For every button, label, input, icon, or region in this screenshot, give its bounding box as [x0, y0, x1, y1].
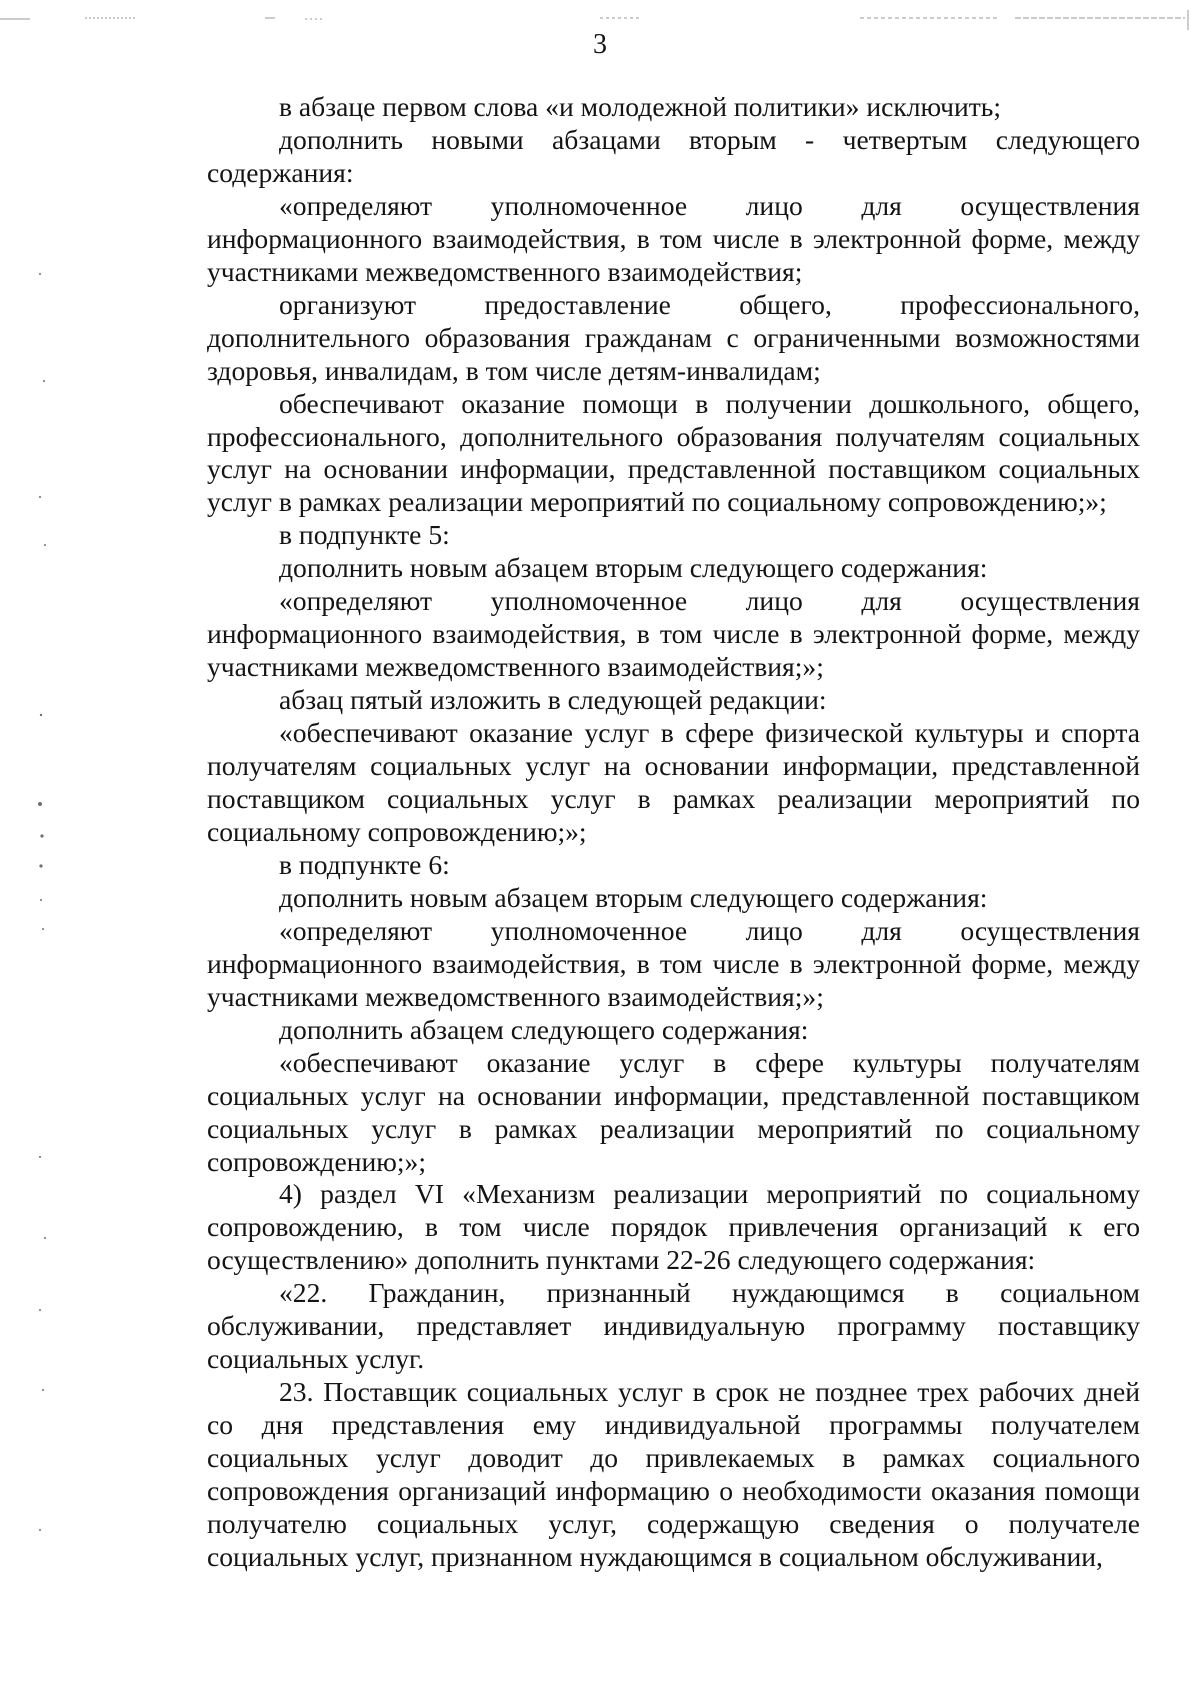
document-body — [207, 91, 1140, 1574]
paragraph: организуют предоставление общего, профессионального, дополнительного образования гражданам с ограниченными возможностями здоровья, инвалидам, в том числе детям-инвалидам; — [207, 288, 1140, 386]
paragraph: обеспечивают оказание помощи в получении дошкольного, общего, профессионального, дополнительного образования получателям социальных услуг на основании информации, представленной поставщиком социальных услуг в рамках реализации мероприятий по социальному сопровождению;»; — [207, 387, 1140, 518]
paragraph: дополнить абзацем следующего содержания: — [279, 1013, 809, 1045]
paragraph: в подпункте 5: — [279, 519, 450, 551]
margin-specks — [0, 0, 80, 1698]
paragraph: 4) раздел VI «Механизм реализации мероприятий по социальному сопровождению, в том числе порядок привлечения организаций к его осуществлению» дополнить пунктами 22-26 следующего содержания: — [207, 1178, 1140, 1276]
paragraph: «определяют уполномоченное лицо для осуществления информационного взаимодействия, в том числе в электронной форме, между участниками межведомственного взаимодействия;»; — [207, 585, 1140, 683]
paragraph: дополнить новым абзацем вторым следующего содержания: — [279, 881, 988, 913]
paragraph: дополнить новыми абзацами вторым - четвертым следующего содержания: — [207, 123, 1140, 188]
scan-edge-artifacts — [0, 0, 1200, 30]
paragraph: «обеспечивают оказание услуг в сфере культуры получателям социальных услуг на основании информации, представленной поставщиком социальных услуг в рамках реализации мероприятий по социальному сопровождению;»; — [207, 1046, 1140, 1177]
paragraph: в абзаце первом слова «и молодежной политики» исключить; — [279, 91, 1002, 122]
paragraph: «определяют уполномоченное лицо для осуществления информационного взаимодействия, в том числе в электронной форме, между участниками межведомственного взаимодействия; — [207, 189, 1140, 287]
paragraph: «22. Гражданин, признанный нуждающимся в социальном обслуживании, представляет индивидуальную программу поставщику социальных услуг. — [207, 1277, 1140, 1375]
paragraph: абзац пятый изложить в следующей редакции: — [279, 684, 827, 716]
paragraph: «обеспечивают оказание услуг в сфере физической культуры и спорта получателям социальных услуг на основании информации, представленной поставщиком социальных услуг в рамках реализации мероприятий по социальному сопровождению;»; — [207, 717, 1140, 847]
paragraph: 23. Поставщик социальных услуг в срок не позднее трех рабочих дней со дня представления ему индивидуальной программы получателем социальных услуг доводит до привлекаемых в рамках социального сопровождения организаций информацию о необходимости оказания помощи получателю социальных услуг, содержащую сведения о получателе социальных услуг, признанном нуждающимся в социальном обслуживании, — [207, 1376, 1140, 1572]
paragraph: дополнить новым абзацем вторым следующего содержания: — [279, 552, 988, 584]
page-number: 3 — [593, 29, 607, 60]
paragraph: в подпункте 6: — [279, 848, 450, 880]
paragraph: «определяют уполномоченное лицо для осуществления информационного взаимодействия, в том числе в электронной форме, между участниками межведомственного взаимодействия;»; — [207, 914, 1140, 1012]
